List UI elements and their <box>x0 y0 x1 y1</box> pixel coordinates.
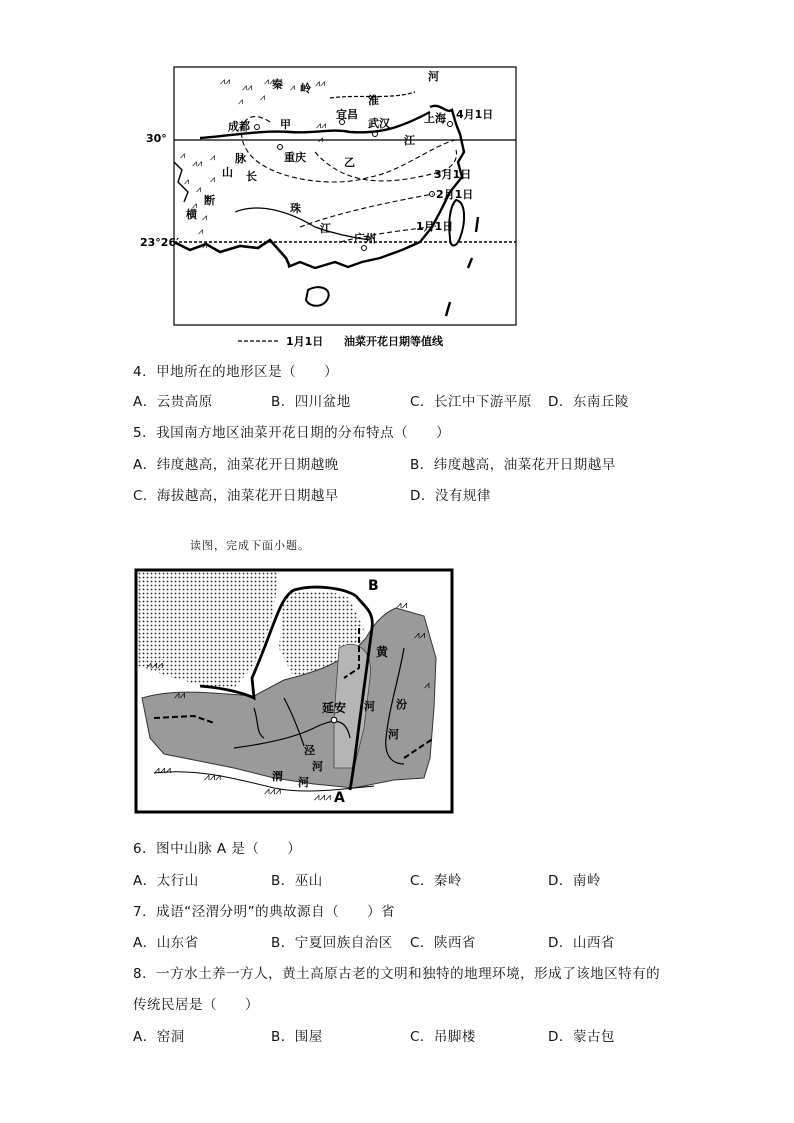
q4-option-d[interactable]: D．东南丘陵 <box>548 394 629 410</box>
label-duan: 断 <box>204 194 215 207</box>
q4-option-b[interactable]: B．四川盆地 <box>271 394 351 410</box>
q6-option-a[interactable]: A．太行山 <box>133 873 199 889</box>
q4-option-a[interactable]: A．云贵高原 <box>133 394 213 410</box>
svg-text:⩘: ⩘ <box>238 97 244 107</box>
q5-option-a[interactable]: A．纬度越高，油菜花开日期越晚 <box>133 457 339 473</box>
label-apr1: 4月1日 <box>456 108 494 121</box>
label-lat2326: 23°26′ <box>140 236 180 249</box>
q8-option-d[interactable]: D．蒙古包 <box>548 1029 615 1045</box>
label-he4: 河 <box>298 776 309 789</box>
label-jiang1: 江 <box>404 134 415 147</box>
q8-option-b[interactable]: B．围屋 <box>271 1029 323 1045</box>
label-jan1: 1月1日 <box>416 220 454 233</box>
label-feb1: 2月1日 <box>436 188 474 201</box>
label-qin: 秦 <box>272 78 283 91</box>
label-he1: 河 <box>364 700 375 713</box>
label-b: B <box>368 578 379 594</box>
q6-option-c[interactable]: C．秦岭 <box>410 873 462 889</box>
label-heng: 横 <box>186 208 197 221</box>
label-shan: 山 <box>222 166 233 179</box>
label-he2: 河 <box>388 728 399 741</box>
label-he3: 河 <box>312 760 323 773</box>
svg-text:⩘⩘: ⩘⩘ <box>414 630 426 641</box>
q8-option-c[interactable]: C．吊脚楼 <box>410 1029 476 1045</box>
label-huai: 淮 <box>368 94 379 107</box>
label-ling: 岭 <box>300 82 311 95</box>
label-wei: 渭 <box>272 770 283 783</box>
svg-text:⩘⩘: ⩘⩘ <box>316 121 327 131</box>
label-jing: 泾 <box>304 744 315 757</box>
svg-text:⩘: ⩘ <box>202 241 208 251</box>
label-jiang2: 江 <box>320 222 331 235</box>
q6-option-d[interactable]: D．南岭 <box>548 873 601 889</box>
label-lat30: 30° <box>146 132 167 145</box>
svg-text:⩘: ⩘ <box>318 135 324 145</box>
svg-text:⩘: ⩘ <box>184 177 190 187</box>
label-chongqing: 重庆 <box>284 151 306 164</box>
legend-text: 油菜开花日期等值线 <box>344 335 443 348</box>
label-he: 河 <box>428 70 439 83</box>
svg-text:⩘: ⩘ <box>192 201 198 211</box>
q7-option-c[interactable]: C．陕西省 <box>410 935 476 951</box>
label-chengdu: 成都 <box>228 120 250 133</box>
legend-sample-label: 1月1日 <box>286 335 324 348</box>
svg-text:⩘⩘: ⩘⩘ <box>315 79 326 89</box>
question-7-stem: 7．成语“泾渭分明”的典故源自（ ）省 <box>133 904 396 920</box>
svg-text:⩘: ⩘ <box>180 151 186 161</box>
label-huang: 黄 <box>376 645 389 659</box>
loess-plateau-map <box>134 568 456 816</box>
svg-text:⩘⩘: ⩘⩘ <box>264 77 275 87</box>
label-yichang: 宜昌 <box>336 108 358 121</box>
q5-option-d[interactable]: D．没有规律 <box>410 488 491 504</box>
q4-option-c[interactable]: C．长江中下游平原 <box>410 394 532 410</box>
svg-text:⩘: ⩘ <box>290 83 296 93</box>
label-mar1: 3月1日 <box>434 168 472 181</box>
q7-option-d[interactable]: D．山西省 <box>548 935 615 951</box>
intro-text: 读图，完成下面小题。 <box>190 539 310 552</box>
question-8-stem-line2: 传统民居是（ ） <box>133 997 259 1013</box>
yanan-marker <box>331 717 337 723</box>
label-mai: 脉 <box>235 152 246 165</box>
svg-text:⩘⩘: ⩘⩘ <box>220 77 231 87</box>
q6-option-b[interactable]: B．巫山 <box>271 873 323 889</box>
q5-option-c[interactable]: C．海拔越高，油菜花开日期越早 <box>133 488 339 504</box>
rapeseed-flowering-map <box>140 62 540 354</box>
q7-option-b[interactable]: B．宁夏回族自治区 <box>271 935 393 951</box>
svg-text:⩘⩘: ⩘⩘ <box>242 83 253 93</box>
svg-text:⩘⩘: ⩘⩘ <box>174 690 186 701</box>
q5-option-b[interactable]: B．纬度越高，油菜花开日期越早 <box>410 457 616 473</box>
label-guangzhou: 广州 <box>354 232 376 245</box>
svg-text:⩘⩘⩘: ⩘⩘⩘ <box>204 772 221 783</box>
svg-text:⩘: ⩘ <box>424 680 430 691</box>
q7-option-a[interactable]: A．山东省 <box>133 935 199 951</box>
svg-text:⩘⩘⩘: ⩘⩘⩘ <box>146 660 163 671</box>
label-yanan: 延安 <box>322 701 347 715</box>
svg-text:⩘: ⩘ <box>210 153 216 163</box>
svg-text:⩘: ⩘ <box>196 185 202 195</box>
svg-text:⩘⩘: ⩘⩘ <box>396 600 408 611</box>
svg-text:⩘: ⩘ <box>198 227 204 237</box>
svg-text:⩘: ⩘ <box>210 175 216 185</box>
label-fen: 汾 <box>396 698 407 711</box>
label-a: A <box>334 790 345 806</box>
svg-text:⩘⩘⩘: ⩘⩘⩘ <box>264 786 281 797</box>
label-yi: 乙 <box>344 156 355 169</box>
svg-text:⩘⩘⩘: ⩘⩘⩘ <box>314 792 331 803</box>
svg-text:⩘⩘: ⩘⩘ <box>192 159 203 169</box>
question-6-stem: 6．图中山脉 A 是（ ） <box>133 841 302 857</box>
q8-option-a[interactable]: A．窑洞 <box>133 1029 185 1045</box>
label-shanghai: 上海 <box>424 112 446 125</box>
question-5-stem: 5．我国南方地区油菜开花日期的分布特点（ ） <box>133 425 451 441</box>
label-zhu: 珠 <box>290 202 301 215</box>
label-jia: 甲 <box>280 118 291 131</box>
label-chang: 长 <box>246 170 257 183</box>
svg-text:⩘⩘⩘: ⩘⩘⩘ <box>154 765 171 776</box>
label-wuhan: 武汉 <box>368 117 390 130</box>
svg-text:⩘: ⩘ <box>202 213 208 223</box>
question-8-stem-line1: 8．一方水土养一方人，黄土高原古老的文明和独特的地理环境，形成了该地区特有的 <box>133 966 661 982</box>
hainan-island <box>306 287 329 306</box>
svg-text:⩘: ⩘ <box>260 93 266 103</box>
question-4-stem: 4．甲地所在的地形区是（ ） <box>133 364 339 380</box>
